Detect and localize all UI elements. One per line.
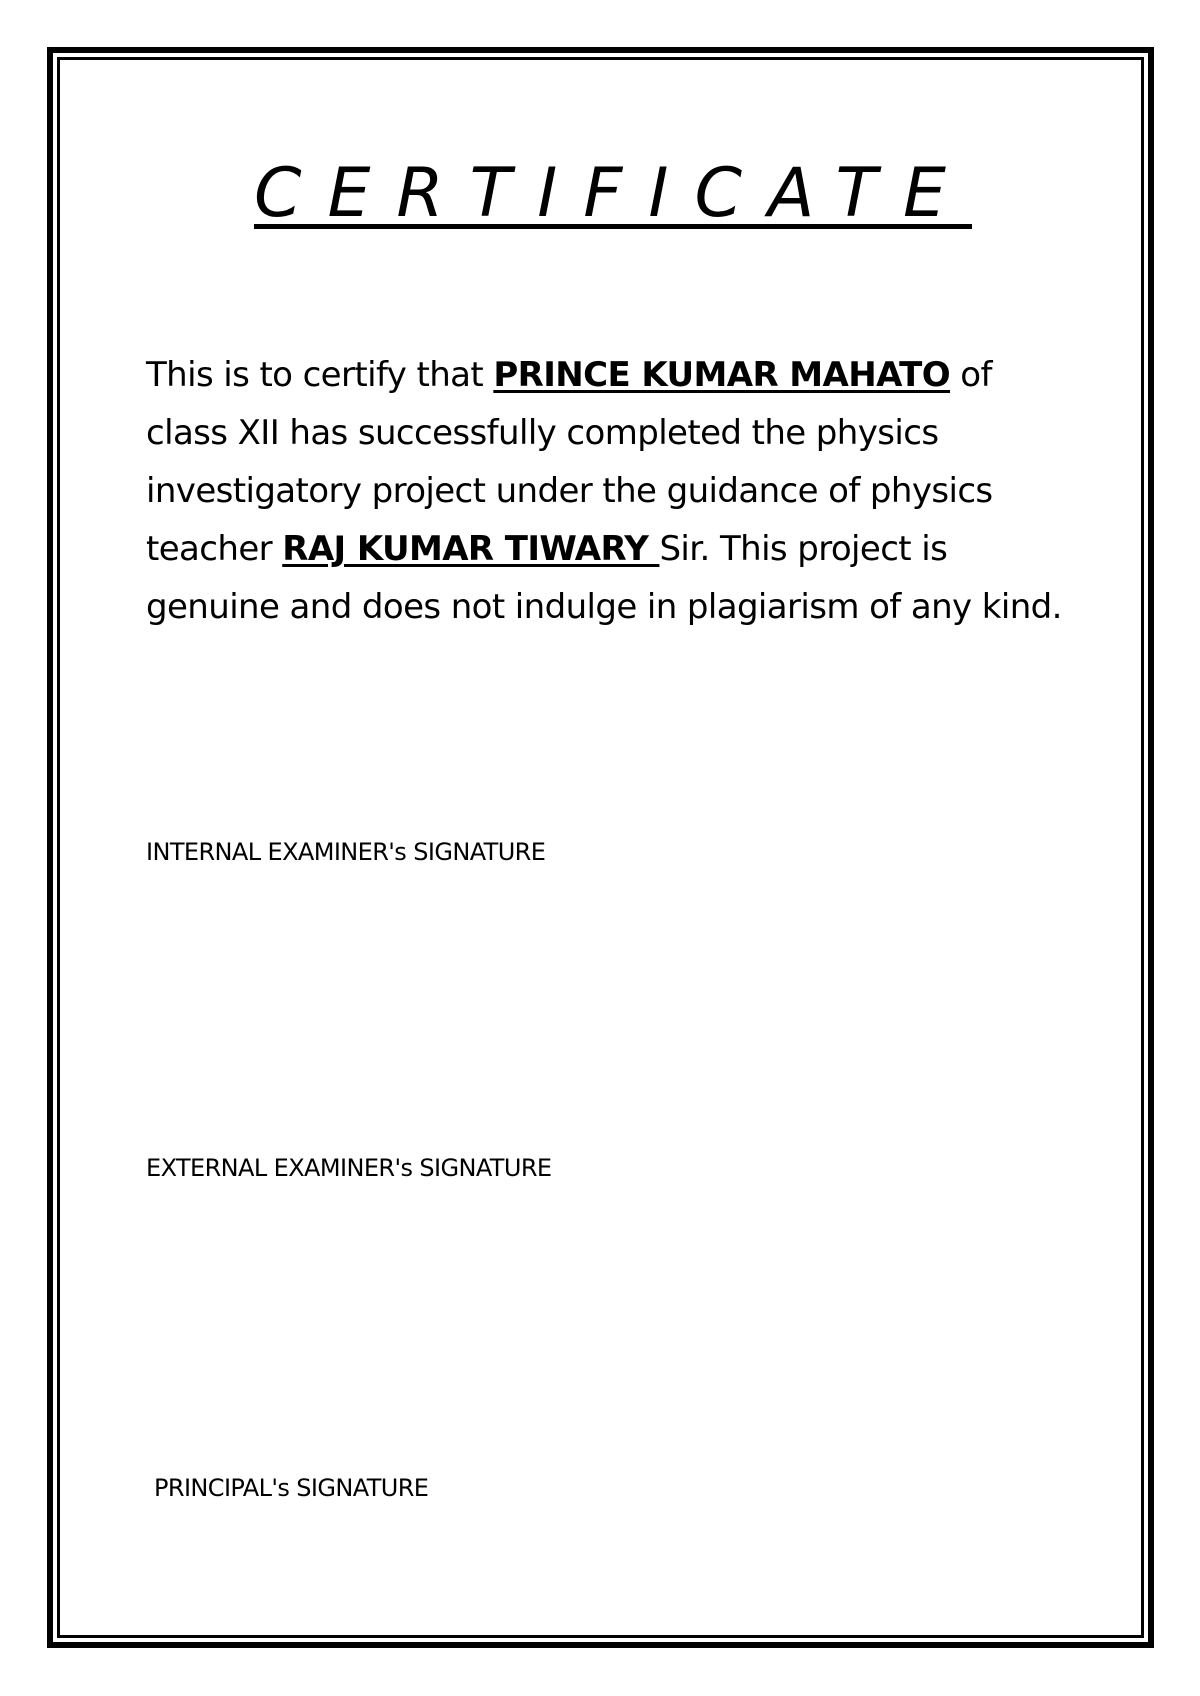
external-examiner-signature-label: EXTERNAL EXAMINER's SIGNATURE [146, 1154, 552, 1182]
student-name: PRINCE KUMAR MAHATO [493, 355, 951, 395]
teacher-name: RAJ KUMAR TIWARY [282, 529, 660, 569]
body-text-end: Sir. This project is genuine and does not indulge in plagiarism of any kind. [146, 529, 1062, 627]
body-text-intro: This is to certify that [146, 355, 494, 395]
certificate-title-text: CERTIFICATE [253, 154, 972, 233]
body-text-middle: of class XII has successfully completed the physics investigatory project under the guidance of physics teacher [146, 355, 993, 569]
internal-examiner-signature-label: INTERNAL EXAMINER's SIGNATURE [146, 838, 546, 866]
certificate-body [146, 346, 1066, 636]
certificate-title [0, 154, 1200, 233]
principal-signature-label: PRINCIPAL's SIGNATURE [154, 1474, 429, 1502]
